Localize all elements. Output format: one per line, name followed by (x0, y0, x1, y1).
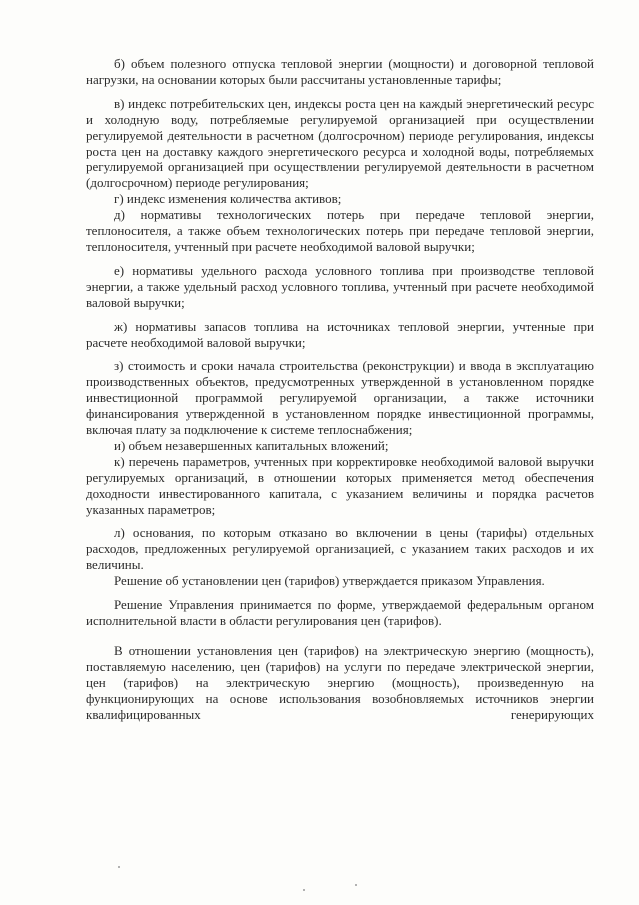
paragraph-g: г) индекс изменения количества активов; (114, 191, 342, 207)
paragraph-decision-approval: Решение об установлении цен (тарифов) утверждается приказом Управления. (114, 573, 545, 589)
scan-speck (355, 884, 357, 886)
scan-speck (303, 889, 305, 891)
paragraph-i: и) объем незавершенных капитальных вложений; (114, 437, 389, 453)
scan-speck (118, 866, 120, 868)
paragraph-d: д) нормативы технологических потерь при передаче тепловой энергии, теплоносителя, а также объем технологических потерь при передаче тепловой энергии, теплоносителя, учтенный при расчете необходимой валовой выручки; (86, 207, 594, 254)
paragraph-electric-energy: В отношении установления цен (тарифов) на электрическую энергию (мощность), поставляемую населению, цен (тарифов) на услуги по передаче электрической энергии, цен (тарифов) на электрическую энергию (мощность), произведенную на функционирующих на основе использования возобновляемых источников энергии квалифицированных генерирующих (86, 642, 594, 722)
paragraph-v: в) индекс потребительских цен, индексы роста цен на каждый энергетический ресурс и холодную воду, потребляемые регулируемой организацией при осуществлении регулируемой деятельности в расчетном (долгосрочном) периоде регулирования, индексы роста цен на доставку каждого энергетического ресурса и холодной воды, потребляемых регулируемой организацией при осуществлении регулируемой деятельности в расчетном (долгосрочном) периоде регулирования; (86, 95, 594, 191)
document-body (86, 56, 594, 722)
paragraph-k: к) перечень параметров, учтенных при корректировке необходимой валовой выручки регулируемых организаций, в отношении которых применяется метод обеспечения доходности инвестированного капитала, с указанием величины и порядка расчетов указанных параметров; (86, 453, 594, 517)
paragraph-b: б) объем полезного отпуска тепловой энергии (мощности) и договорной тепловой нагрузки, на основании которых были рассчитаны установленные тарифы; (86, 56, 594, 87)
paragraph-e: е) нормативы удельного расхода условного топлива при производстве тепловой энергии, а также удельный расход условного топлива, учтенный при расчете необходимой валовой выручки; (86, 262, 594, 310)
paragraph-l: л) основания, по которым отказано во включении в цены (тарифы) отдельных расходов, предложенных регулируемой организацией, с указанием таких расходов и их величины. (86, 525, 594, 573)
paragraph-decision-form: Решение Управления принимается по форме, утверждаемой федеральным органом исполнительной власти в области регулирования цен (тарифов). (86, 597, 594, 628)
paragraph-z: з) стоимость и сроки начала строительства (реконструкции) и ввода в эксплуатацию производственных объектов, предусмотренных утвержденной в установленном порядке инвестиционной программой регулируемой организации, а также источники финансирования утвержденной в установленном порядке инвестиционной программы, включая плату за подключение к системе теплоснабжения; (86, 358, 594, 438)
paragraph-zh: ж) нормативы запасов топлива на источниках тепловой энергии, учтенные при расчете необходимой валовой выручки; (86, 318, 594, 350)
